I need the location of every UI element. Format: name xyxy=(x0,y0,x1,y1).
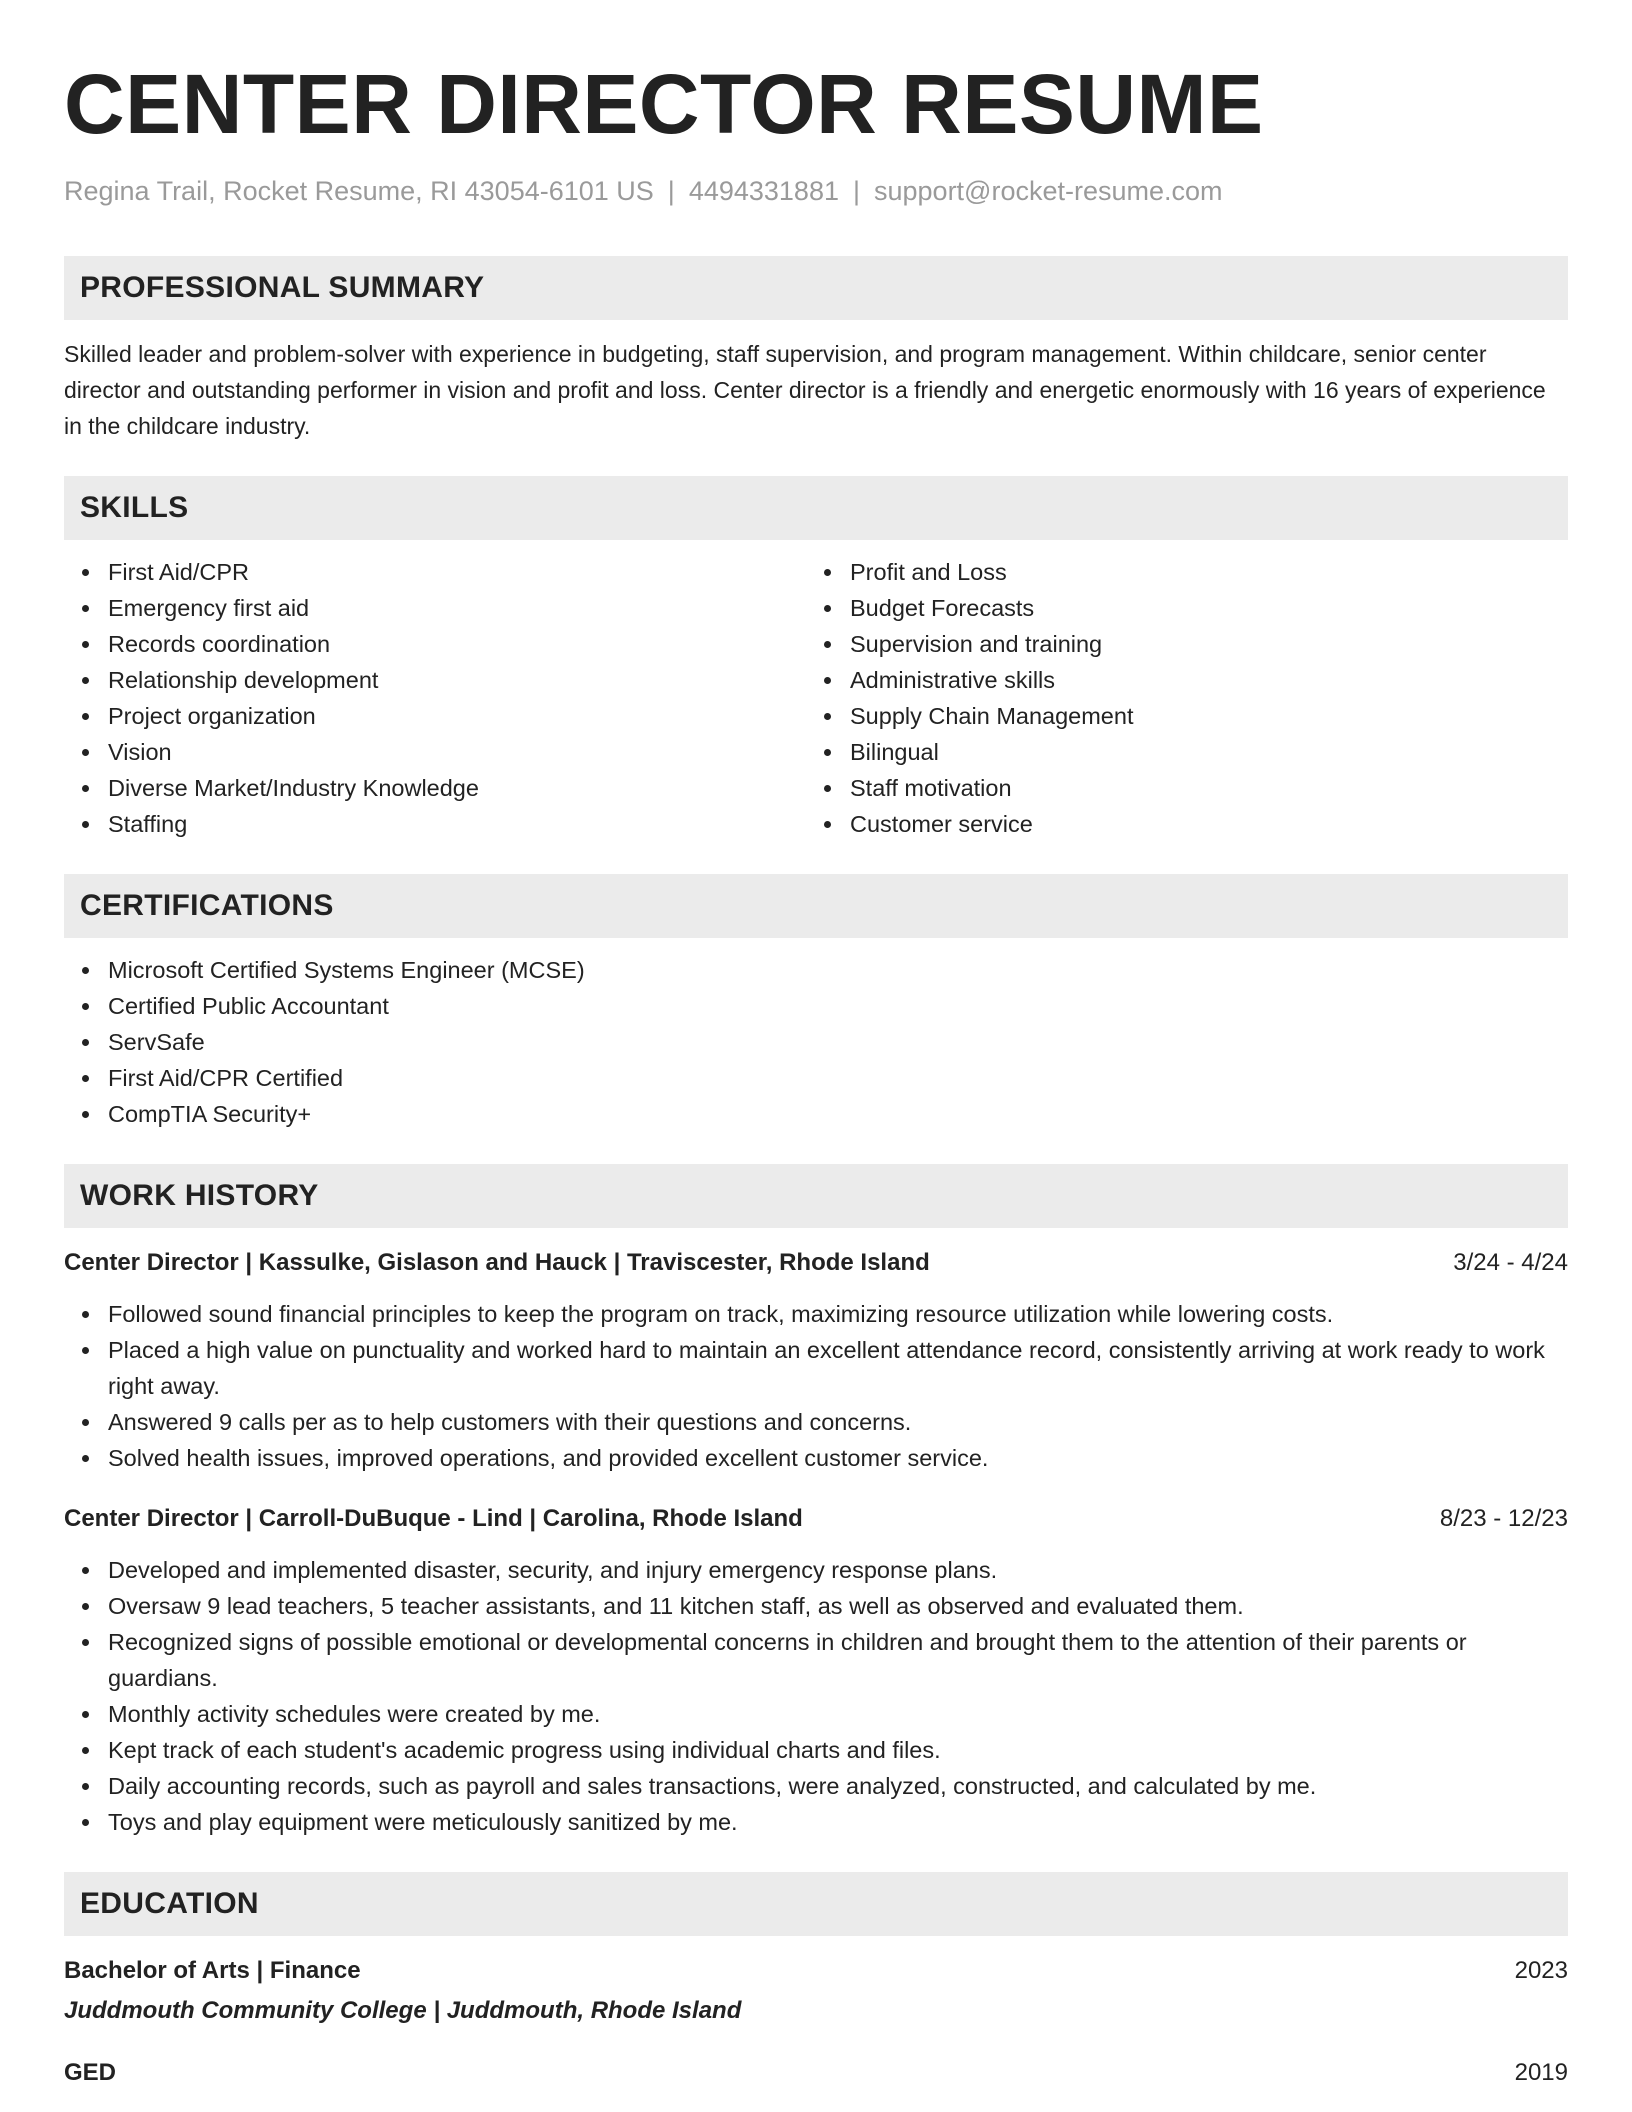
skill-item: Profit and Loss xyxy=(850,554,1548,590)
job-dates: 8/23 - 12/23 xyxy=(1439,1505,1568,1532)
job-bullet: Answered 9 calls per as to help customers with their questions and concerns. xyxy=(108,1404,1568,1440)
contact-line xyxy=(64,174,1568,208)
job-bullet: Daily accounting records, such as payroll and sales transactions, were analyzed, constructed, and calculated by me. xyxy=(108,1768,1568,1804)
contact-separator: | xyxy=(667,176,675,206)
job-bullet: Toys and play equipment were meticulously sanitized by me. xyxy=(108,1804,1568,1840)
skill-item: First Aid/CPR xyxy=(108,554,806,590)
section-header-skills: SKILLS xyxy=(64,476,1568,540)
skill-item: Supply Chain Management xyxy=(850,698,1548,734)
job-title: Center Director | Kassulke, Gislason and Hauck | Traviscester, Rhode Island xyxy=(64,1249,930,1276)
skill-item: Emergency first aid xyxy=(108,590,806,626)
certification-item: First Aid/CPR Certified xyxy=(108,1060,1568,1096)
education-school: Juddmouth Community College | Juddmouth, Rhode Island xyxy=(64,1997,742,2024)
education-header xyxy=(64,2056,1568,2090)
skills-column-left xyxy=(64,554,806,842)
job-bullet: Kept track of each student's academic progress using individual charts and files. xyxy=(108,1732,1568,1768)
job-header xyxy=(64,1246,1568,1280)
skill-item: Staffing xyxy=(108,806,806,842)
job-bullet: Placed a high value on punctuality and worked hard to maintain an excellent attendance record, consistently arriving at work ready to work right away. xyxy=(108,1332,1568,1404)
section-header-summary: PROFESSIONAL SUMMARY xyxy=(64,256,1568,320)
job-bullet: Solved health issues, improved operations, and provided excellent customer service. xyxy=(108,1440,1568,1476)
skill-item: Supervision and training xyxy=(850,626,1548,662)
job-title: Center Director | Carroll-DuBuque - Lind | Carolina, Rhode Island xyxy=(64,1505,803,1532)
certification-item: CompTIA Security+ xyxy=(108,1096,1568,1132)
job-bullets xyxy=(64,1552,1568,1840)
contact-address: Regina Trail, Rocket Resume, RI 43054-6101 US xyxy=(64,176,654,206)
skill-item: Staff motivation xyxy=(850,770,1548,806)
contact-phone[interactable]: 4494331881 xyxy=(688,176,839,206)
resume-title: CENTER DIRECTOR RESUME xyxy=(64,57,1264,151)
section-header-education: EDUCATION xyxy=(64,1872,1568,1936)
certification-item: Certified Public Accountant xyxy=(108,988,1568,1024)
contact-separator: | xyxy=(852,176,860,206)
education-entry xyxy=(64,1954,1568,2028)
skill-item: Diverse Market/Industry Knowledge xyxy=(108,770,806,806)
skill-item: Administrative skills xyxy=(850,662,1548,698)
skill-item: Bilingual xyxy=(850,734,1548,770)
skills-column-right xyxy=(806,554,1548,842)
job-bullets xyxy=(64,1296,1568,1476)
education-year: 2019 xyxy=(1514,2059,1568,2086)
job-entry xyxy=(64,1502,1568,1840)
job-dates: 3/24 - 4/24 xyxy=(1453,1249,1568,1276)
education-year: 2023 xyxy=(1514,1957,1568,1984)
certification-item: ServSafe xyxy=(108,1024,1568,1060)
job-header xyxy=(64,1502,1568,1536)
job-bullet: Followed sound financial principles to keep the program on track, maximizing resource utilization while lowering costs. xyxy=(108,1296,1568,1332)
education-degree: Bachelor of Arts | Finance xyxy=(64,1957,361,1984)
section-header-certifications: CERTIFICATIONS xyxy=(64,874,1568,938)
skill-item: Vision xyxy=(108,734,806,770)
job-bullet: Oversaw 9 lead teachers, 5 teacher assistants, and 11 kitchen staff, as well as observed and evaluated them. xyxy=(108,1588,1568,1624)
job-entry xyxy=(64,1246,1568,1476)
certifications-list xyxy=(64,952,1568,1132)
contact-email[interactable]: support@rocket-resume.com xyxy=(874,176,1223,206)
skill-item: Customer service xyxy=(850,806,1548,842)
skill-item: Budget Forecasts xyxy=(850,590,1548,626)
skills-list xyxy=(64,554,1568,842)
skill-item: Records coordination xyxy=(108,626,806,662)
certification-item: Microsoft Certified Systems Engineer (MCSE) xyxy=(108,952,1568,988)
education-header xyxy=(64,1954,1568,1988)
job-bullet: Monthly activity schedules were created by me. xyxy=(108,1696,1568,1732)
job-bullet: Developed and implemented disaster, security, and injury emergency response plans. xyxy=(108,1552,1568,1588)
education-entry xyxy=(64,2056,1568,2090)
skill-item: Project organization xyxy=(108,698,806,734)
job-bullet: Recognized signs of possible emotional or developmental concerns in children and brought them to the attention of their parents or guardians. xyxy=(108,1624,1568,1696)
section-header-work-history: WORK HISTORY xyxy=(64,1164,1568,1228)
skill-item: Relationship development xyxy=(108,662,806,698)
education-degree: GED xyxy=(64,2059,117,2086)
summary-text: Skilled leader and problem-solver with experience in budgeting, staff supervision, and program management. Within childcare, senior center director and outstanding performer in vision and profit and loss. Center director is a friendly and energetic enormously with 16 years of experience in the childcare industry. xyxy=(64,341,1546,439)
